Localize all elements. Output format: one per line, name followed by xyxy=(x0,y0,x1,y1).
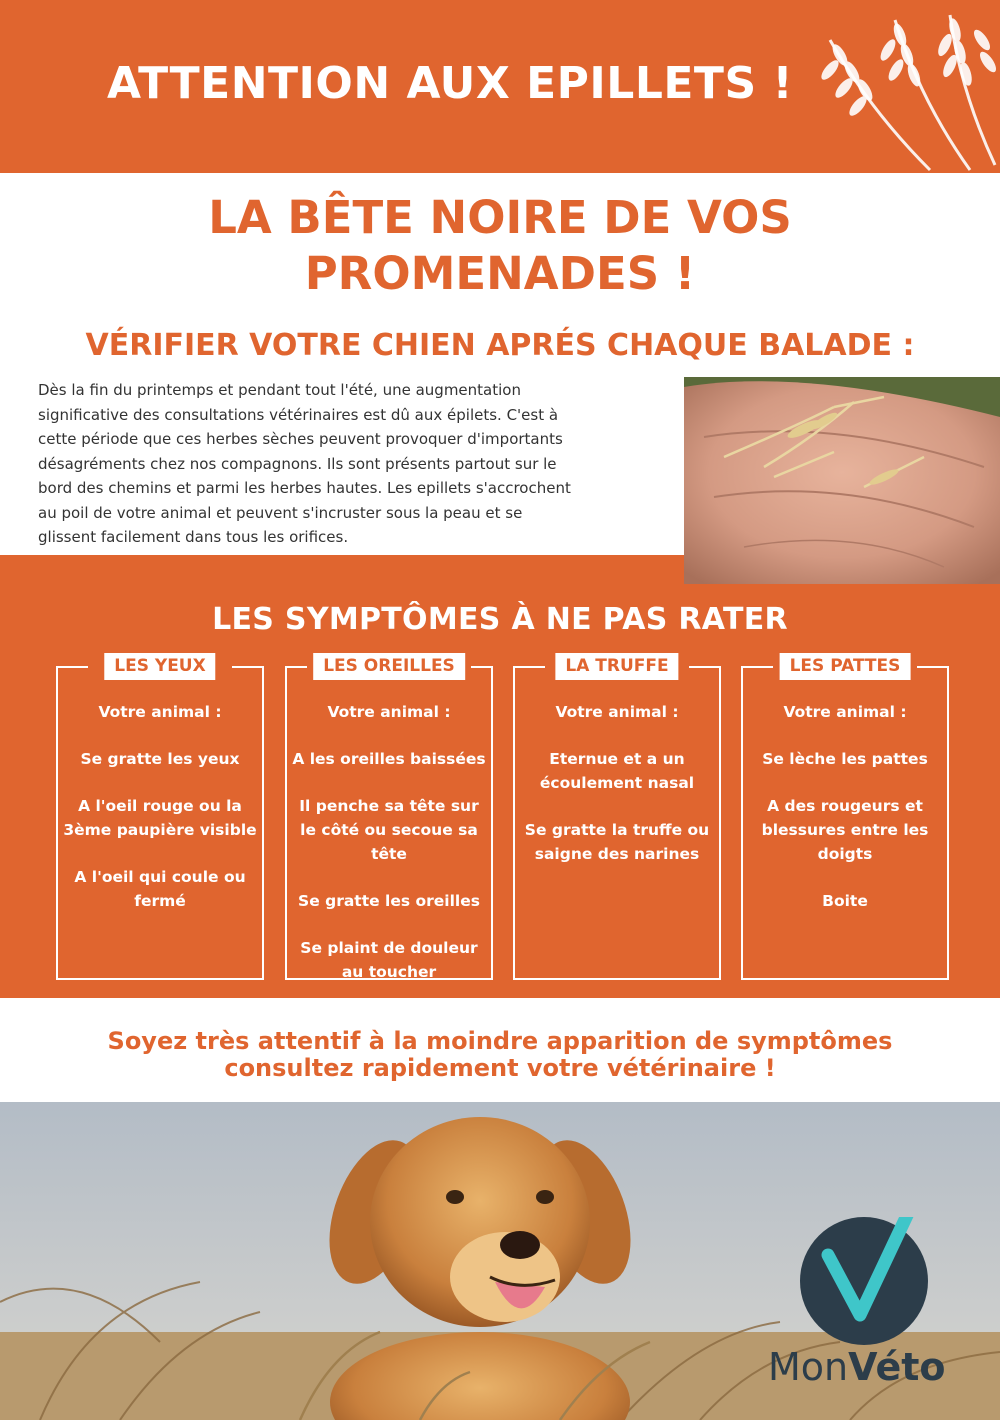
symptom-item: Se gratte la truffe ou saigne des narines xyxy=(524,821,710,863)
symptom-item: Se gratte les yeux xyxy=(80,750,240,768)
symptom-list xyxy=(287,666,491,984)
symptom-card-eyes xyxy=(56,656,264,980)
intro-line: cette période que ces herbes sèches peuvent provoquer d'importants xyxy=(38,430,563,448)
card-tab: LES OREILLES xyxy=(313,653,465,680)
card-border xyxy=(471,666,491,668)
monveto-logo xyxy=(800,1217,928,1345)
card-border xyxy=(515,666,545,668)
symptom-card-nose xyxy=(513,656,721,980)
symptom-item: Il penche sa tête sur le côté ou secoue sa tête xyxy=(299,797,479,863)
symptom-item: Se gratte les oreilles xyxy=(298,892,480,910)
poster-title: ATTENTION AUX EPILLETS ! xyxy=(106,58,794,109)
symptom-item: Votre animal : xyxy=(327,703,451,721)
headline-line-2: PROMENADES ! xyxy=(304,247,696,300)
symptom-item: Se lèche les pattes xyxy=(762,750,928,768)
card-border xyxy=(917,666,947,668)
logo-wordmark xyxy=(768,1345,968,1389)
card-border xyxy=(743,666,773,668)
subheadline: VÉRIFIER VOTRE CHIEN APRÉS CHAQUE BALADE : xyxy=(85,328,915,363)
symptom-card-paws xyxy=(741,656,949,980)
headline xyxy=(0,190,1000,302)
footer-note xyxy=(0,1028,1000,1082)
symptom-item: Eternue et a un écoulement nasal xyxy=(539,750,695,792)
symptom-list xyxy=(58,666,262,913)
intro-line: significative des consultations vétérinaires est dû aux épilets. C'est à xyxy=(38,405,559,424)
symptom-item: Boite xyxy=(822,892,868,910)
card-border xyxy=(287,666,307,668)
card-border xyxy=(58,666,88,668)
intro-line: au poil de votre animal et peuvent s'incruster sous la peau et se xyxy=(38,503,523,522)
symptom-list xyxy=(515,666,719,866)
card-border xyxy=(689,666,719,668)
card-tab: LES YEUX xyxy=(104,653,215,680)
headline-line-1: LA BÊTE NOIRE DE VOS xyxy=(208,191,792,244)
symptom-card-ears xyxy=(285,656,493,981)
intro-line: Dès la fin du printemps et pendant tout l'été, une augmentation xyxy=(38,381,521,399)
symptom-item: Votre animal : xyxy=(98,703,222,721)
wheat-icon xyxy=(810,0,1000,173)
card-tab: LES PATTES xyxy=(780,653,911,680)
intro-line: bord des chemins et parmi les herbes hautes. Les epillets s'accrochent xyxy=(38,479,571,497)
symptom-item: A des rougeurs et blessures entre les doigts xyxy=(761,797,929,863)
logo-part-mon: Mon xyxy=(768,1345,849,1389)
intro-line: désagréments chez nos compagnons. Ils sont présents partout sur le xyxy=(38,454,557,473)
symptom-item: A les oreilles baissées xyxy=(292,750,486,768)
symptoms-title: LES SYMPTÔMES À NE PAS RATER xyxy=(212,602,788,637)
intro-line: glissent facilement dans tous les orifices. xyxy=(38,528,349,546)
footer-note-line-2: consultez rapidement votre vétérinaire ! xyxy=(224,1054,776,1082)
symptom-item: A l'oeil qui coule ou fermé xyxy=(74,868,246,910)
card-tab: LA TRUFFE xyxy=(555,653,678,680)
symptom-item: Votre animal : xyxy=(555,703,679,721)
intro-paragraph xyxy=(38,378,678,550)
top-banner xyxy=(0,0,1000,173)
checkmark-icon xyxy=(800,1217,928,1345)
symptom-list xyxy=(743,666,947,913)
logo-part-veto: Véto xyxy=(848,1345,946,1389)
card-border xyxy=(232,666,262,668)
footer-note-line-1: Soyez très attentif à la moindre apparition de symptômes xyxy=(107,1027,893,1055)
symptom-item: Se plaint de douleur au toucher xyxy=(300,939,478,981)
hand-spikelets-photo xyxy=(684,377,1000,584)
symptom-item: Votre animal : xyxy=(783,703,907,721)
symptom-item: A l'oeil rouge ou la 3ème paupière visible xyxy=(63,797,257,839)
